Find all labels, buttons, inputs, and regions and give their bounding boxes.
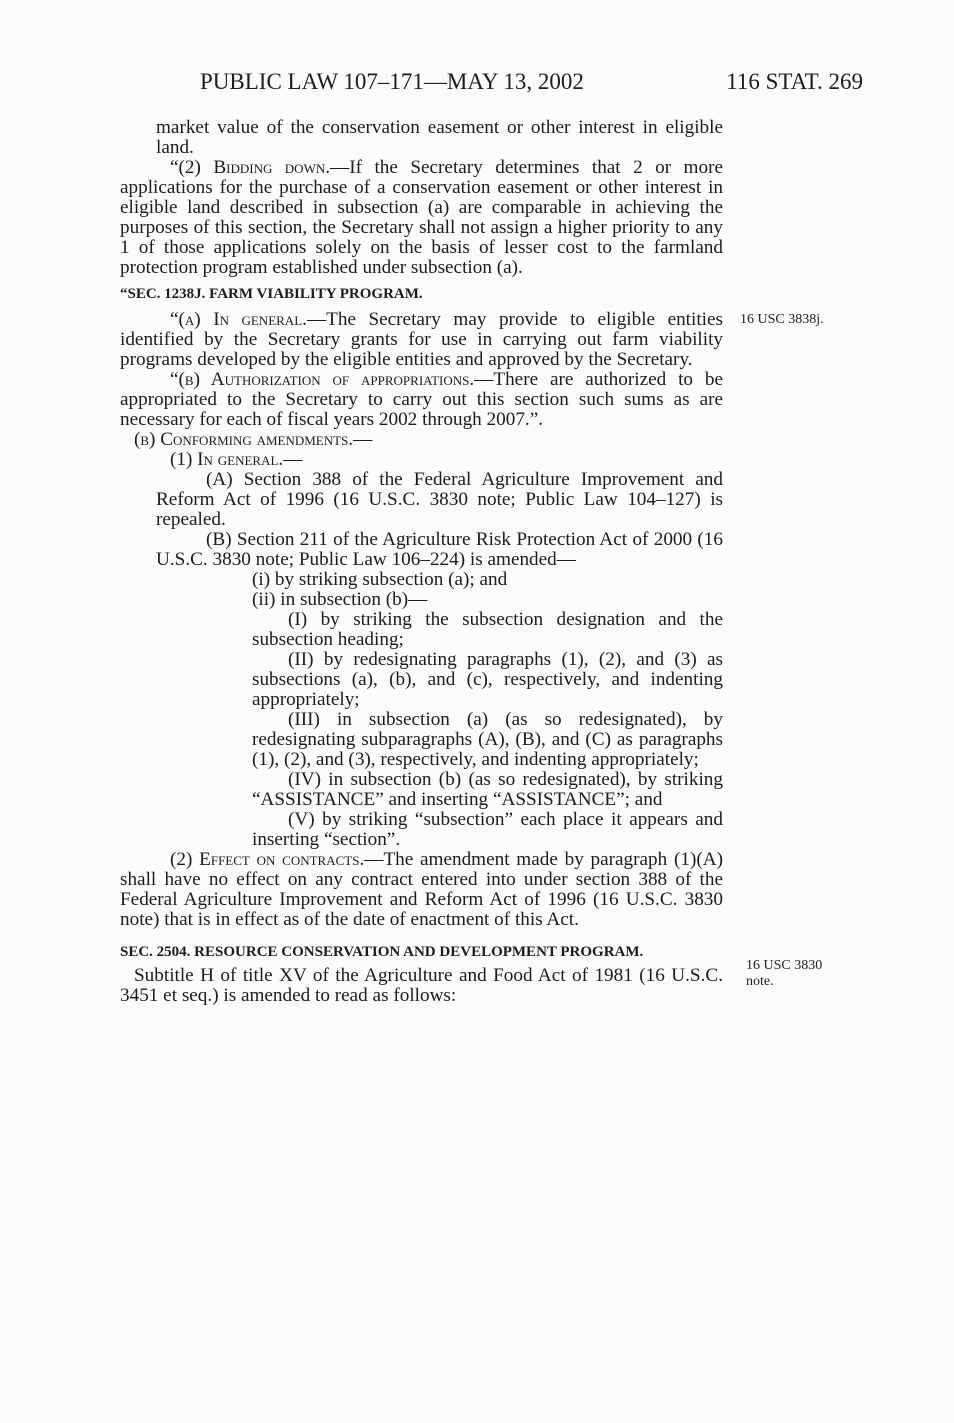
paragraph-text: —There are authorized to be appropriated to the Secretary to carry out this section such sums as are necessary for each of fiscal years 2002 through 2007.”.	[120, 369, 723, 430]
subclause-II: (II) by redesignating paragraphs (1), (2), and (3) as subsections (a), (b), and (c), respectively, and indenting appropriately;	[252, 649, 723, 710]
paragraph-subtitle-h: Subtitle H of title XV of the Agriculture and Food Act of 1981 (16 U.S.C. 3451 et seq.) is amended to read as follows:	[120, 965, 723, 1006]
paragraph-bidding-down	[120, 158, 723, 278]
margin-note-line: note.	[746, 974, 774, 989]
subparagraph-b: (B) Section 211 of the Agriculture Risk Protection Act of 2000 (16 U.S.C. 3830 note; Public Law 106–224) is amended—	[156, 529, 723, 570]
header-left: PUBLIC LAW 107–171—MAY 13, 2002	[200, 69, 584, 94]
paragraph-effect-on-contracts	[120, 850, 723, 930]
paragraph-1-in-general	[120, 450, 723, 470]
header-right: 116 STAT. 269	[726, 69, 863, 94]
paragraph-heading: “(2) Bidding down.	[170, 157, 331, 178]
subclause-III: (III) in subsection (a) (as so redesignated), by redesignating subparagraphs (A), (B), and (C) as paragraphs (1), (2), and (3), respectively, and indenting appropriately;	[252, 709, 723, 770]
paragraph-heading: “(a) In general.	[170, 309, 307, 330]
section-heading-2504: SEC. 2504. RESOURCE CONSERVATION AND DEVELOPMENT PROGRAM.	[120, 944, 644, 960]
paragraph-continuation: market value of the conservation easement or other interest in eligible land.	[156, 117, 723, 158]
subclause-I: (I) by striking the subsection designation and the subsection heading;	[252, 609, 723, 650]
subclause-IV: (IV) in subsection (b) (as so redesignated), by striking “ASSISTANCE” and inserting “ASSISTANCE”; and	[252, 769, 723, 810]
paragraph-text: —The Secretary may provide to eligible entities identified by the Secretary grants for use in carrying out farm viability programs developed by the eligible entities and approved by the Secretary.	[120, 309, 723, 370]
body-text	[120, 118, 723, 1006]
paragraph-heading: (1) In general.	[170, 449, 284, 470]
paragraph-text: —If the Secretary determines that 2 or more applications for the purchase of a conservation easement or other interest in eligible land described in subsection (a) are comparable in achieving the purposes of this section, the Secretary shall not assign a higher priority to any 1 of those applications solely on the basis of lesser cost to the farmland protection program established under subsection (a).	[120, 157, 723, 278]
margin-note-usc-3838j: 16 USC 3838j.	[740, 312, 824, 327]
paragraph-conforming-amendments	[120, 430, 723, 450]
section-heading-1238j: “SEC. 1238J. FARM VIABILITY PROGRAM.	[120, 286, 423, 302]
paragraph-in-general	[120, 310, 723, 370]
paragraph-text: —The amendment made by paragraph (1)(A) shall have no effect on any contract entered into under section 388 of the Federal Agriculture Improvement and Reform Act of 1996 (16 U.S.C. 3830 note) that is in effect as of the date of enactment of this Act.	[120, 849, 724, 930]
paragraph-text: —	[353, 429, 373, 450]
clause-ii: (ii) in subsection (b)—	[252, 589, 428, 610]
margin-note-line: 16 USC 3830	[746, 958, 823, 973]
paragraph-text: —	[283, 449, 303, 470]
paragraph-heading: (2) Effect on contracts.	[170, 849, 365, 870]
subclause-V: (V) by striking “subsection” each place it appears and inserting “section”.	[252, 809, 723, 850]
margin-note-usc-3830	[746, 958, 856, 990]
clause-i: (i) by striking subsection (a); and	[252, 569, 508, 590]
paragraph-authorization	[120, 370, 723, 430]
paragraph-heading: (b) Conforming amendments.	[134, 429, 354, 450]
subparagraph-a: (A) Section 388 of the Federal Agriculture Improvement and Reform Act of 1996 (16 U.S.C. 3830 note; Public Law 104–127) is repealed.	[156, 469, 723, 530]
paragraph-heading: “(b) Authorization of appropriations.	[170, 369, 475, 390]
